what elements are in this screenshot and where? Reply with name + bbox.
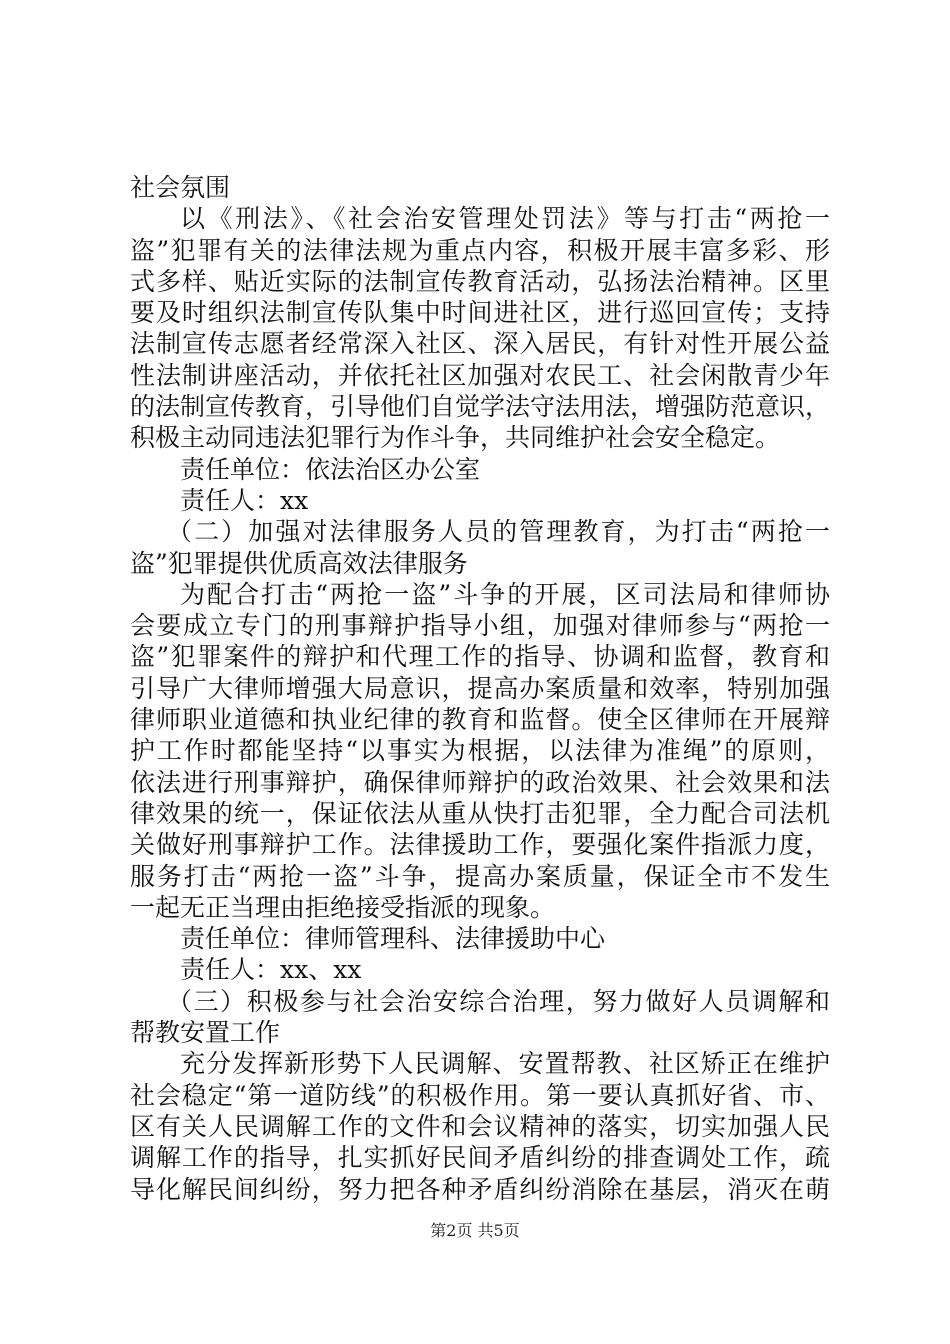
responsible-person: 责任人：xx [180, 485, 309, 515]
text-line: 区有关人民调解工作的文件和会议精神的落实，切实加强人民 [130, 1111, 830, 1141]
section-heading: 帮教安置工作 [130, 1018, 281, 1048]
responsible-unit: 责任单位：依法治区办公室 [180, 454, 481, 484]
section-heading: （二）加强对法律服务人员的管理教育，为打击“两抢一 [167, 517, 830, 547]
responsible-unit: 责任单位：律师管理科、法律援助中心 [180, 924, 606, 954]
text-line: 调解工作的指导，扎实抓好民间矛盾纠纷的排查调处工作，疏 [130, 1143, 830, 1173]
text-line: 律师职业道德和执业纪律的教育和监督。使全区律师在开展辩 [130, 705, 830, 735]
text-line: 社会氛围 [130, 173, 231, 202]
text-line: 要及时组织法制宣传队集中时间进社区，进行巡回宣传；支持 [130, 298, 830, 328]
text-line: 服务打击“两抢一盗”斗争，提高办案质量，保证全市不发生 [130, 861, 830, 891]
text-line: 积极主动同违法犯罪行为作斗争，共同维护社会安全稳定。 [130, 423, 781, 453]
document-body [130, 172, 830, 1205]
text-line: 护工作时都能坚持“以事实为根据，以法律为准绳”的原则， [130, 736, 830, 766]
text-line: 依法进行刑事辩护，确保律师辩护的政治效果、社会效果和法 [130, 767, 830, 797]
text-line: 社会稳定“第一道防线”的积极作用。第一要认真抓好省、市、 [130, 1080, 830, 1110]
text-line: 盗”犯罪有关的法律法规为重点内容，积极开展丰富多彩、形 [130, 235, 830, 265]
text-line: 充分发挥新形势下人民调解、安置帮教、社区矫正在维护 [180, 1049, 830, 1079]
section-heading: 盗”犯罪提供优质高效法律服务 [130, 548, 468, 578]
text-line: 引导广大律师增强大局意识，提高办案质量和效率，特别加强 [130, 673, 830, 703]
section-heading: （三）积极参与社会治安综合治理，努力做好人员调解和 [167, 986, 830, 1016]
text-line: 盗”犯罪案件的辩护和代理工作的指导、协调和监督，教育和 [130, 642, 830, 672]
text-line: 式多样、贴近实际的法制宣传教育活动，弘扬法治精神。区里 [130, 266, 830, 296]
text-line: 的法制宣传教育，引导他们自觉学法守法用法，增强防范意识， [130, 392, 831, 422]
text-line: 为配合打击“两抢一盗”斗争的开展，区司法局和律师协 [180, 579, 830, 609]
text-line: 性法制讲座活动，并依托社区加强对农民工、社会闲散青少年 [130, 360, 830, 390]
text-line: 法制宣传志愿者经常深入社区、深入居民，有针对性开展公益 [130, 329, 830, 359]
text-line: 以《刑法》、《社会治安管理处罚法》等与打击“两抢一 [180, 204, 830, 234]
text-line: 关做好刑事辩护工作。法律援助工作，要强化案件指派力度， [130, 830, 830, 860]
page-footer [0, 1218, 950, 1241]
page-number: 第2页 共5页 [430, 1221, 520, 1240]
text-line: 会要成立专门的刑事辩护指导小组，加强对律师参与“两抢一 [130, 611, 830, 641]
responsible-person: 责任人：xx、xx [180, 955, 362, 985]
text-line: 导化解民间纠纷，努力把各种矛盾纠纷消除在基层，消灭在萌 [130, 1174, 830, 1204]
text-line: 律效果的统一，保证依法从重从快打击犯罪，全力配合司法机 [130, 798, 830, 828]
text-line: 一起无正当理由拒绝接受指派的现象。 [130, 892, 556, 922]
